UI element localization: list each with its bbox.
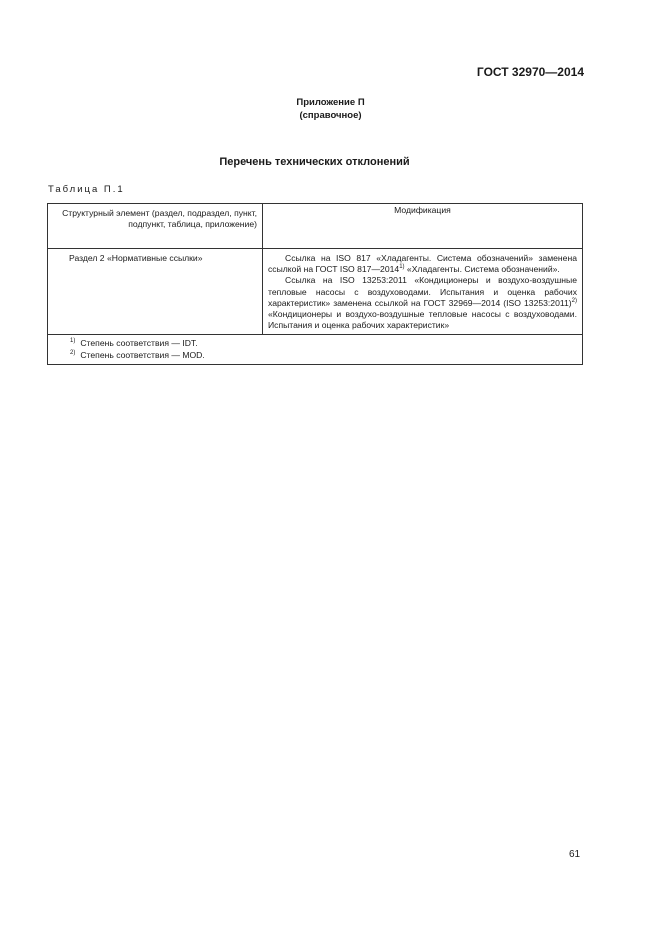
modification-paragraph-2 <box>268 275 577 331</box>
header-structure: Структурный элемент (раздел, подраздел, пункт, подпункт, таблица, приложение) <box>48 204 263 249</box>
footnote-text: Степень соответствия — MOD. <box>80 349 205 360</box>
table-caption: Таблица П.1 <box>48 184 125 195</box>
document-code: ГОСТ 32970—2014 <box>476 65 584 79</box>
footnote-ref: 1) <box>399 264 405 271</box>
footnote <box>70 350 577 361</box>
modification-text: Ссылка на ISO 13253:2011 «Кондиционеры и воздухо-воздушные тепловые насосы с воздуховодами. Испытания и оценка рабочих характеристик» заменена ссылкой на ГОСТ 32969—2014 (ISO 13253:2011) <box>268 275 577 308</box>
table-row <box>48 249 583 335</box>
annex-heading <box>0 96 661 122</box>
modification-text: «Кондиционеры и воздухо-воздушные тепловые насосы с воздуховодами. Испытания и оценка рабочих характеристик» <box>268 309 577 331</box>
header-modification: Модификация <box>263 204 583 249</box>
section-title: Перечень технических отклонений <box>219 156 410 168</box>
footnote-text: Степень соответствия — IDT. <box>80 338 198 349</box>
page-number: 61 <box>569 849 581 860</box>
modification-paragraph-1 <box>268 253 577 275</box>
footnote-mark: 1) <box>70 338 76 345</box>
footnote <box>70 338 577 349</box>
table-header-row <box>48 204 583 249</box>
annex-title: Приложение П <box>296 97 365 108</box>
cell-structure: Раздел 2 «Нормативные ссылки» <box>48 249 263 335</box>
footnote-ref: 2) <box>571 297 577 304</box>
modification-text: Ссылка на ISO 817 «Хладагенты. Система обозначений» заменена ссылкой на ГОСТ ISO 817—2014 <box>268 253 577 275</box>
footnotes <box>48 335 583 364</box>
annex-subtitle: (справочное) <box>299 110 362 121</box>
deviations-table <box>47 203 583 365</box>
cell-modification <box>263 249 583 335</box>
footnote-mark: 2) <box>70 349 76 356</box>
footnotes-row <box>48 335 583 364</box>
modification-text: «Хладагенты. Система обозначений». <box>404 264 560 275</box>
